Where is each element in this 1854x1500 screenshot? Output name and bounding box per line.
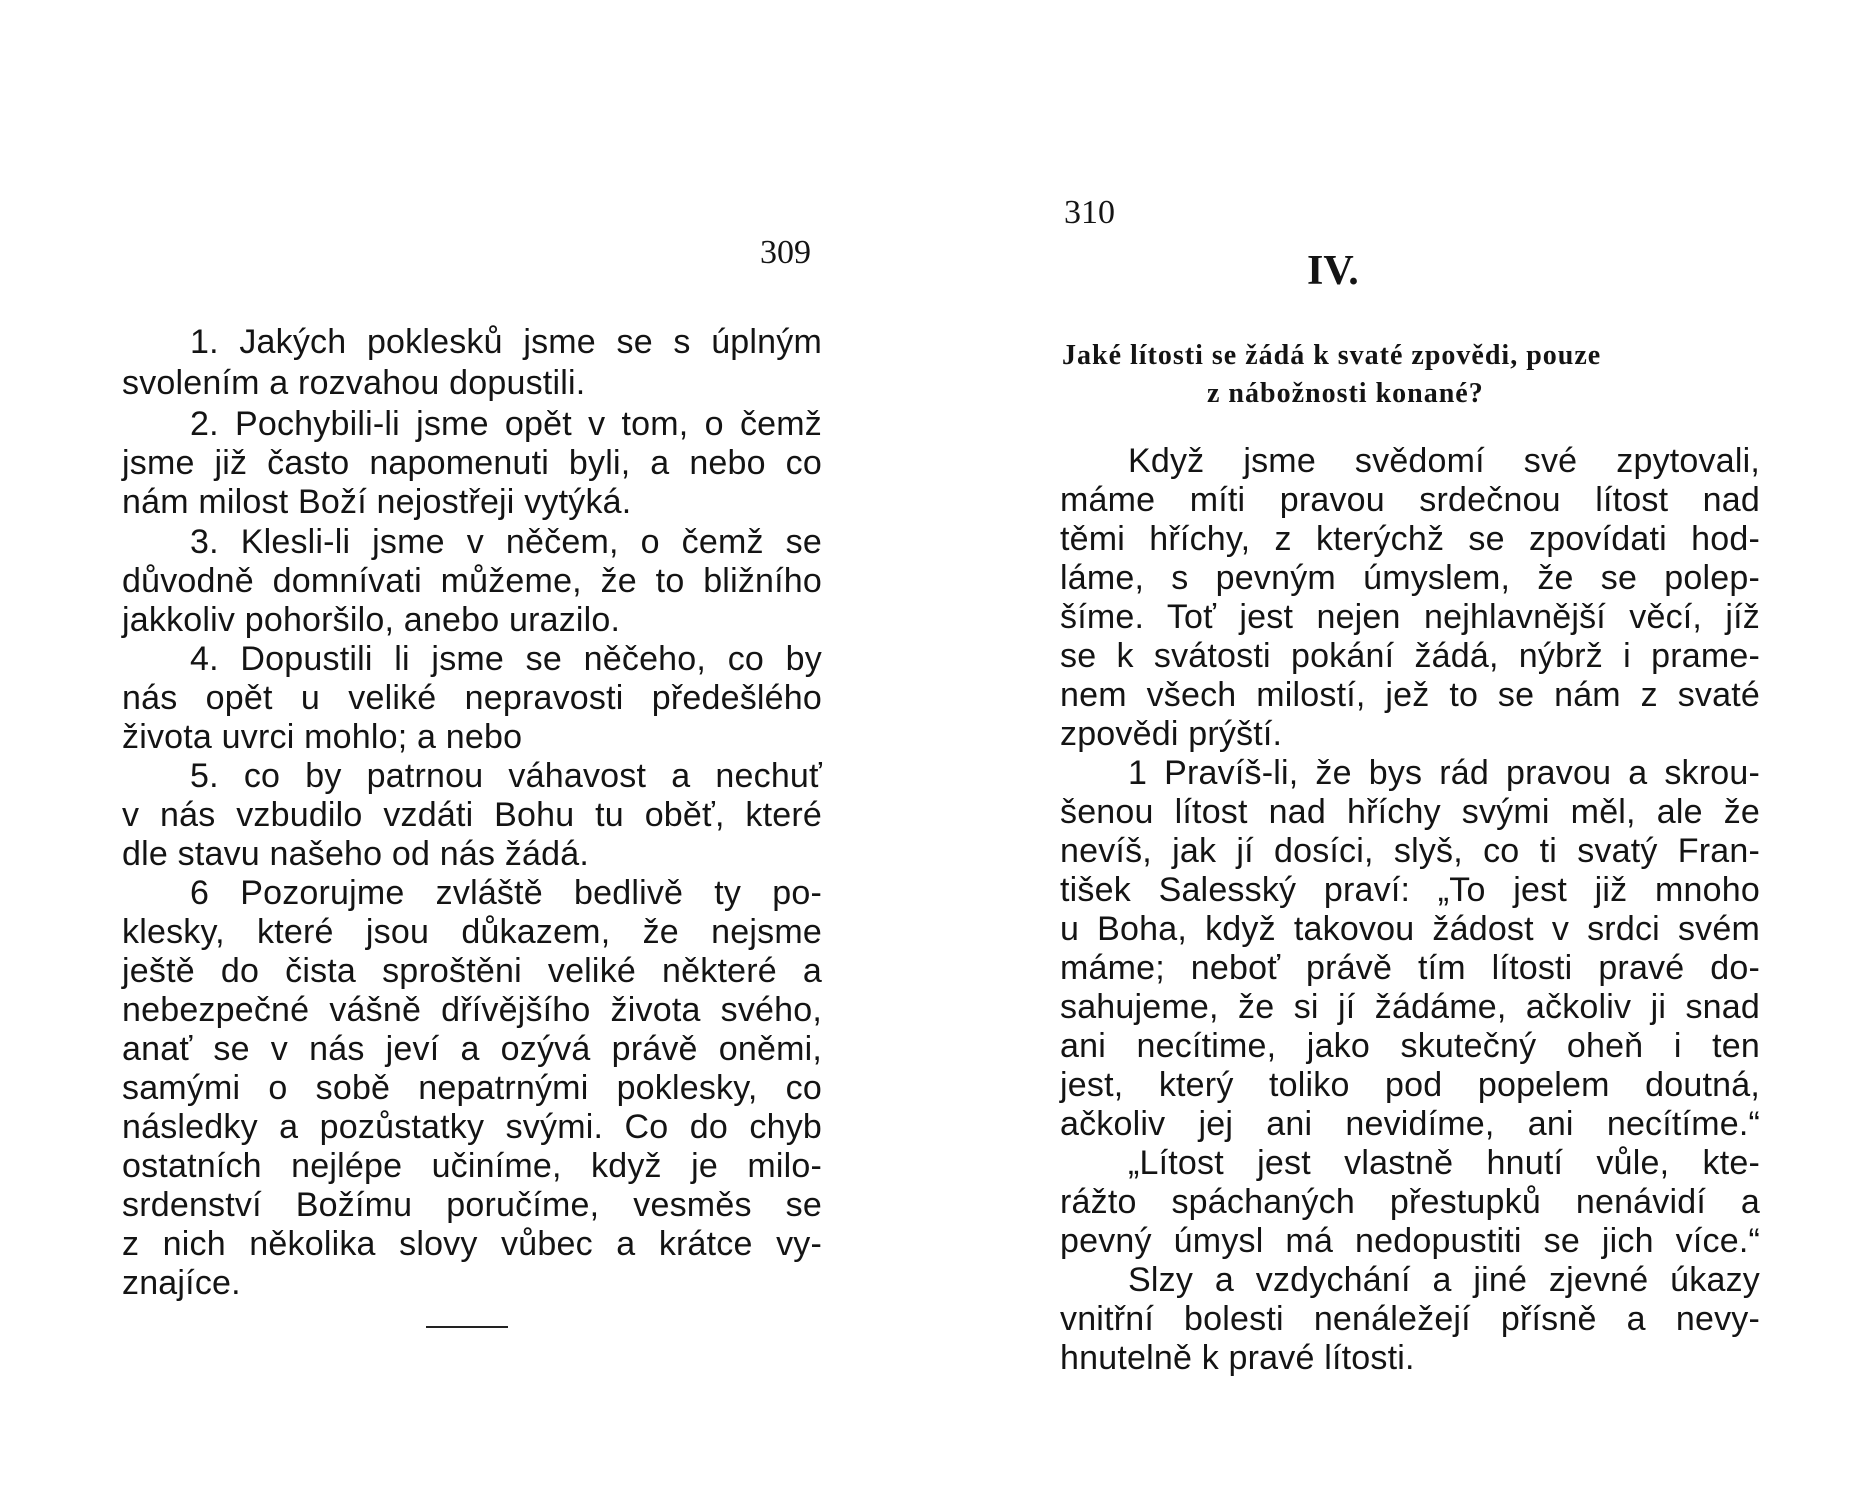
text-line: „Lítost jest vlastně hnutí vůle, kte- xyxy=(1128,1144,1760,1182)
text-line: 4. Dopustili li jsme se něčeho, co by xyxy=(190,640,822,678)
text-line: těmi hříchy, z kterýchž se zpovídati hod- xyxy=(1060,520,1760,558)
text-line: 2. Pochybili-li jsme opět v tom, o čemž xyxy=(190,405,822,443)
text-line: důvodně domnívati můžeme, že to bližního xyxy=(122,562,822,600)
text-line: samými o sobě nepatrnými poklesky, co xyxy=(122,1069,822,1107)
text-line: znajíce. xyxy=(122,1264,241,1302)
text-line: nám milost Boží nejostřeji vytýká. xyxy=(122,483,632,521)
text-line: v nás vzbudilo vzdáti Bohu tu oběť, které xyxy=(122,796,822,834)
text-line: 1 Pravíš-li, že bys rád pravou a skrou- xyxy=(1128,754,1760,792)
text-line: ještě do čista sproštěni veliké některé a xyxy=(122,952,822,990)
text-line: Když jsme svědomí své zpytovali, xyxy=(1128,442,1760,480)
text-line: jest, který toliko pod popelem doutná, xyxy=(1060,1066,1760,1104)
section-title: Jaké lítosti se žádá k svaté zpovědi, pouze xyxy=(1062,340,1602,371)
text-line: nás opět u veliké nepravosti předešlého xyxy=(122,679,822,717)
text-line: vnitřní bolesti nenáležejí přísně a nevy- xyxy=(1060,1300,1760,1338)
text-line: anať se v nás jeví a ozývá právě oněmi, xyxy=(122,1030,822,1068)
text-line: 6 Pozorujme zvláště bedlivě ty po- xyxy=(190,874,822,912)
text-line: srdenství Božímu poručíme, vesměs se xyxy=(122,1186,822,1224)
text-line: následky a pozůstatky svými. Co do chyb xyxy=(122,1108,822,1146)
text-line: pevný úmysl má nedopustiti se jich více.“ xyxy=(1060,1222,1760,1260)
text-line: jsme již často napomenuti byli, a nebo co xyxy=(122,444,822,482)
text-line: Slzy a vzdychání a jiné zjevné úkazy xyxy=(1128,1261,1760,1299)
page-number: 310 xyxy=(1064,194,1115,231)
text-line: ani necítime, jako skutečný oheň i ten xyxy=(1060,1027,1760,1065)
text-line: jakkoliv pohoršilo, anebo urazilo. xyxy=(122,601,621,639)
text-line: u Boha, když takovou žádost v srdci svém xyxy=(1060,910,1760,948)
text-line: rážto spáchaných přestupků nenávidí a xyxy=(1060,1183,1760,1221)
text-line: nevíš, jak jí dosíci, slyš, co ti svatý Fran- xyxy=(1060,832,1760,870)
text-line: se k svátosti pokání žádá, nýbrž i prame- xyxy=(1060,637,1760,675)
text-line: hnutelně k pravé lítosti. xyxy=(1060,1339,1415,1377)
text-line: klesky, které jsou důkazem, že nejsme xyxy=(122,913,822,951)
text-line: šíme. Toť jest nejen nejhlavnější věcí, jíž xyxy=(1060,598,1760,636)
text-line: máme míti pravou srdečnou lítost nad xyxy=(1060,481,1760,519)
text-line: tišek Salesský praví: „To jest již mnoho xyxy=(1060,871,1760,909)
text-line: šenou lítost nad hříchy svými měl, ale že xyxy=(1060,793,1760,831)
text-line: máme; neboť právě tím lítosti pravé do- xyxy=(1060,949,1760,987)
text-line: láme, s pevným úmyslem, že se polep- xyxy=(1060,559,1760,597)
section-number: IV. xyxy=(1307,248,1359,294)
text-line: nebezpečné vášně dřívějšího života svého, xyxy=(122,991,822,1029)
text-line: dle stavu našeho od nás žádá. xyxy=(122,835,590,873)
text-line: svolením a rozvahou dopustili. xyxy=(122,364,586,402)
text-line: sahujeme, že si jí žádáme, ačkoliv ji snad xyxy=(1060,988,1760,1026)
text-line: 1. Jakých poklesků jsme se s úplným xyxy=(190,323,822,361)
section-title: z nábožnosti konané? xyxy=(1207,378,1484,409)
text-line: 5. co by patrnou váhavost a nechuť xyxy=(190,757,822,795)
text-line: nem všech milostí, jež to se nám z svaté xyxy=(1060,676,1760,714)
end-rule xyxy=(426,1326,508,1328)
right-page xyxy=(927,0,1854,1500)
text-line: života uvrci mohlo; a nebo xyxy=(122,718,523,756)
text-line: z nich několika slovy vůbec a krátce vy- xyxy=(122,1225,822,1263)
page-number: 309 xyxy=(760,234,811,271)
text-line: ostatních nejlépe učiníme, když je milo- xyxy=(122,1147,822,1185)
text-line: zpovědi prýští. xyxy=(1060,715,1283,753)
text-line: ačkoliv jej ani nevidíme, ani necítíme.“ xyxy=(1060,1105,1760,1143)
text-line: 3. Klesli-li jsme v něčem, o čemž se xyxy=(190,523,822,561)
